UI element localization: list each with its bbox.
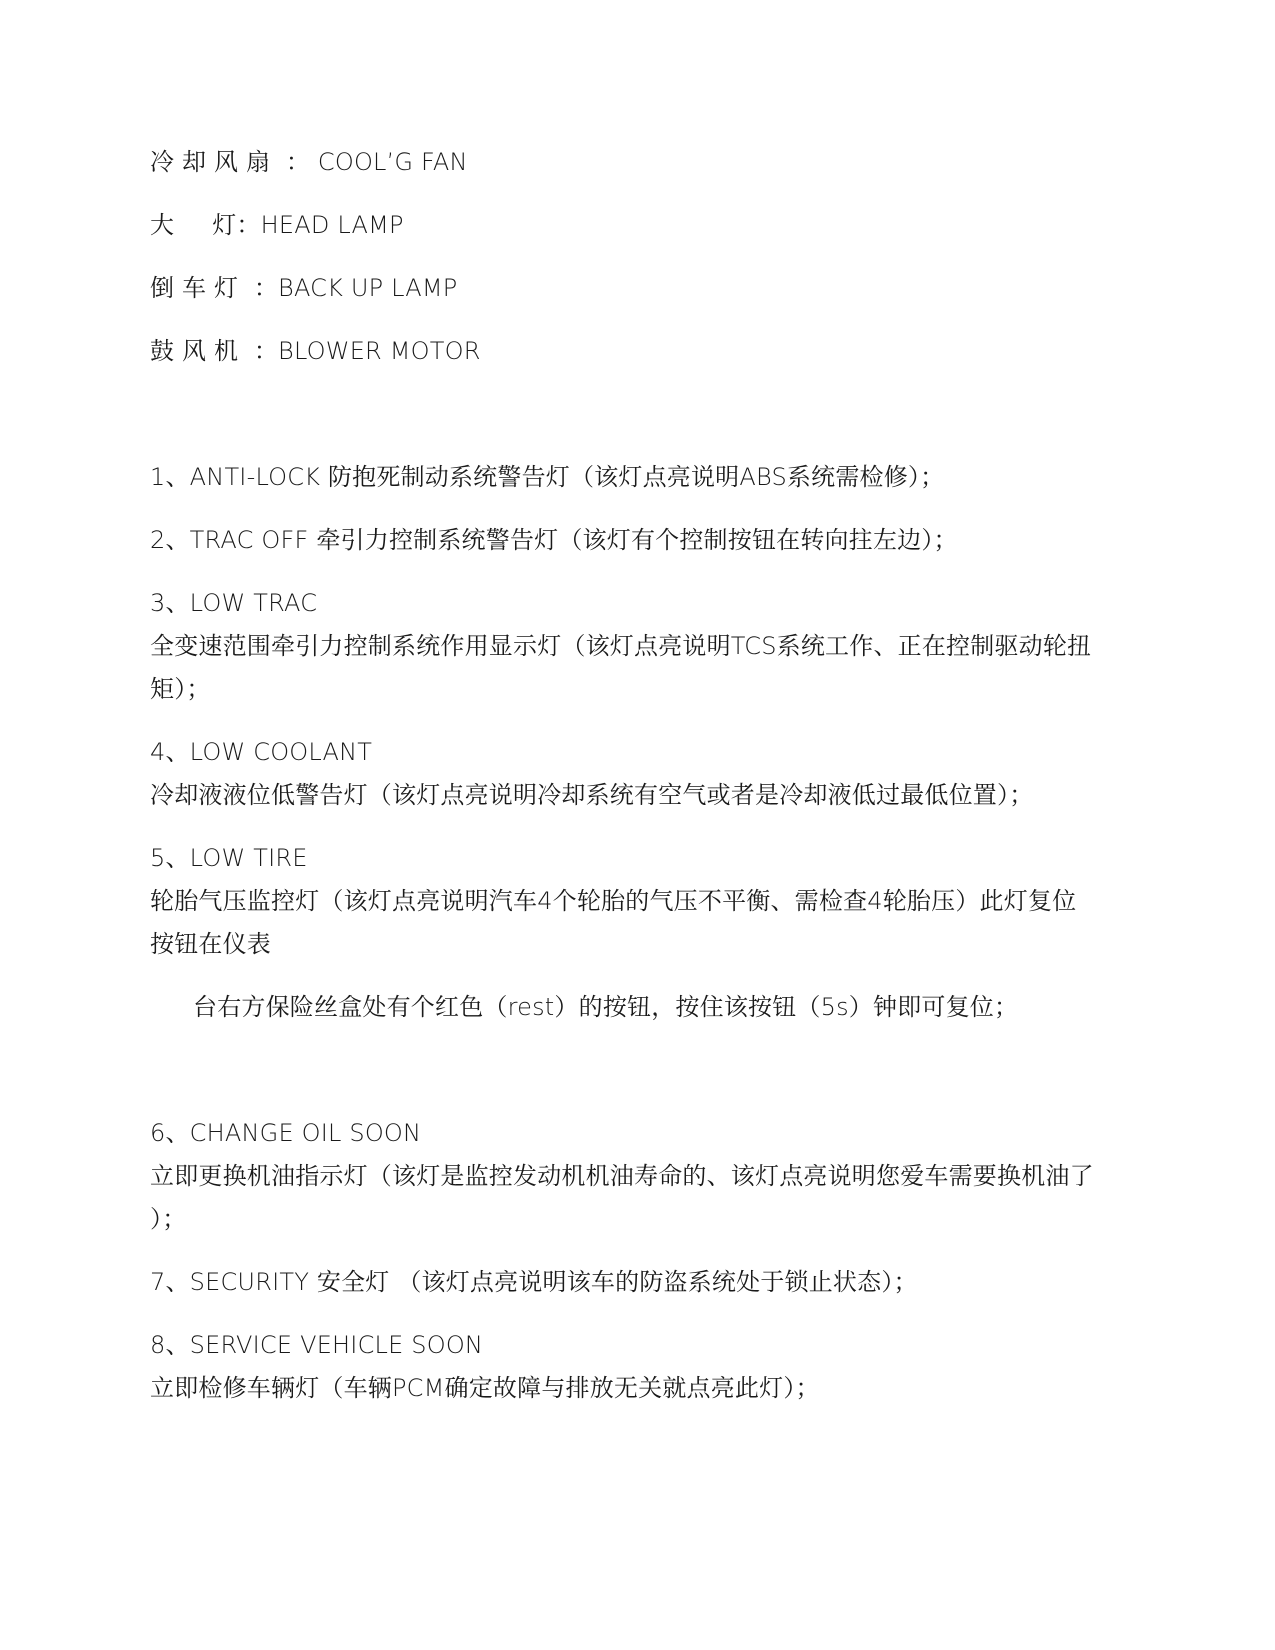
glossary-row-back-up-lamp [150,272,457,304]
item-2-trac-off: 2、TRAC OFF 牵引力控制系统警告灯（该灯有个控制按钮在转向拄左边）； [150,526,958,554]
glossary-term: 倒车灯 [150,274,246,302]
glossary-separator: ： [253,337,279,365]
glossary-row-cooling-fan [150,146,468,178]
glossary-value: COOL’G FAN [317,148,468,176]
glossary-term: 鼓风机 [150,337,246,365]
item-5-description-indent: 台右方保险丝盒处有个红色（rest）的按钮，按住该按钮（5s）钟即可复位； [193,993,1019,1021]
item-8-description: 立即检修车辆灯（车辆PCM确定故障与排放无关就点亮此灯）； [150,1374,820,1402]
item-6-description: 立即更换机油指示灯（该灯是监控发动机机油寿命的、该灯点亮说明您爱车需要换机油了 [150,1162,1094,1190]
item-7-security: 7、SECURITY 安全灯 （该灯点亮说明该车的防盗系统处于锁止状态）； [150,1268,918,1296]
glossary-term-part: 灯 [212,211,237,239]
item-3-description: 全变速范围牵引力控制系统作用显示灯（该灯点亮说明TCS系统工作、正在控制驱动轮扭 [150,632,1092,660]
glossary-value: BACK UP LAMP [278,274,458,302]
glossary-value: BLOWER MOTOR [278,337,481,365]
item-6-heading: 6、CHANGE OIL SOON [150,1119,422,1147]
glossary-row-head-lamp [150,209,404,241]
item-5-heading: 5、LOW TIRE [150,844,308,872]
item-8-heading: 8、SERVICE VEHICLE SOON [150,1331,484,1359]
item-4-heading: 4、LOW COOLANT [150,738,373,766]
glossary-term: 大 [150,211,175,239]
glossary-separator: ： [285,148,311,176]
glossary-separator: ： [253,274,279,302]
item-4-description: 冷却液液位低警告灯（该灯点亮说明冷却系统有空气或者是冷却液低过最低位置）； [150,781,1034,809]
item-1-anti-lock: 1、ANTI-LOCK 防抱死制动系统警告灯（该灯点亮说明ABS系统需检修）； [150,463,945,491]
item-3-description-cont: 矩）； [150,675,211,703]
item-3-heading: 3、LOW TRAC [150,589,318,617]
item-6-description-cont: ）； [150,1205,187,1233]
glossary-value: HEAD LAMP [260,211,404,239]
glossary-row-blower-motor [150,335,481,367]
glossary-term: 冷却风扇 [150,148,278,176]
item-5-description: 轮胎气压监控灯（该灯点亮说明汽车4个轮胎的气压不平衡、需检查4轮胎压）此灯复位 [150,887,1077,915]
item-5-description-cont: 按钮在仪表 [150,930,271,958]
glossary-separator: ： [236,211,261,239]
